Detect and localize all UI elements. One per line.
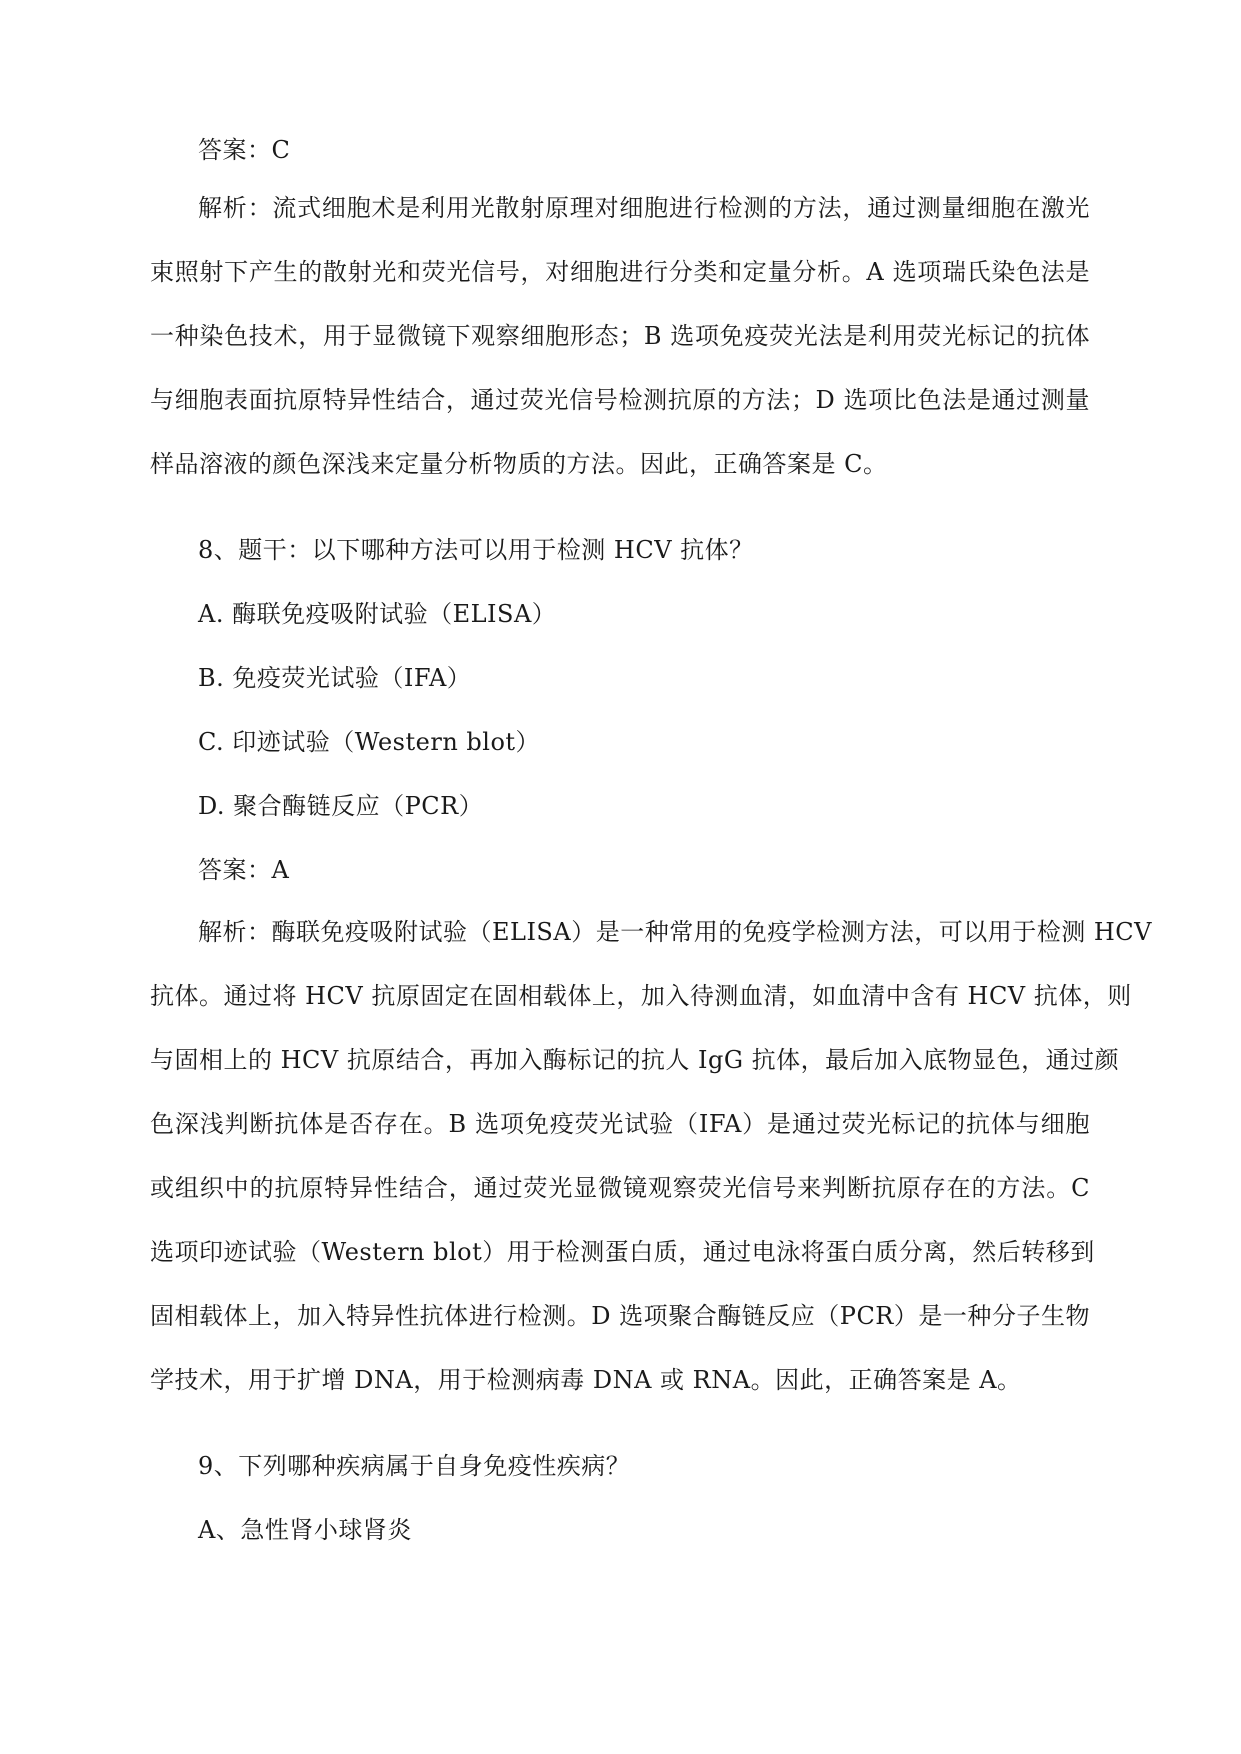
q7-analysis-line: 样品溶液的颜色深浅来定量分析物质的方法。因此，正确答案是 C。 bbox=[150, 450, 888, 478]
option-text: A、急性肾小球肾炎 bbox=[198, 1516, 412, 1544]
q8-option-a bbox=[198, 582, 1090, 646]
q8-analysis-line: 选项印迹试验（Western blot）用于检测蛋白质，通过电泳将蛋白质分离，然后转移到 bbox=[150, 1238, 1095, 1266]
q8-analysis-line: 学技术，用于扩增 DNA，用于检测病毒 DNA 或 RNA。因此，正确答案是 A。 bbox=[150, 1366, 1022, 1394]
q8-analysis-line: 或组织中的抗原特异性结合，通过荧光显微镜观察荧光信号来判断抗原存在的方法。C bbox=[150, 1174, 1090, 1202]
q9-option-a bbox=[198, 1498, 1090, 1562]
q8-stem-text: 8、题干：以下哪种方法可以用于检测 HCV 抗体？ bbox=[198, 536, 754, 564]
q9-stem-text: 9、下列哪种疾病属于自身免疫性疾病？ bbox=[198, 1452, 631, 1480]
q7-analysis-line: 束照射下产生的散射光和荧光信号，对细胞进行分类和定量分析。A 选项瑞氏染色法是 bbox=[150, 258, 1090, 286]
q8-option-d bbox=[198, 774, 1090, 838]
q8-answer bbox=[198, 838, 1090, 902]
option-text: D. 聚合酶链反应（PCR） bbox=[198, 792, 484, 820]
option-text: B. 免疫荧光试验（IFA） bbox=[198, 664, 472, 692]
q7-answer bbox=[198, 118, 1090, 182]
q7-analysis-line: 一种染色技术，用于显微镜下观察细胞形态；B 选项免疫荧光法是利用荧光标记的抗体 bbox=[150, 322, 1090, 350]
option-text: A. 酶联免疫吸附试验（ELISA） bbox=[198, 600, 557, 628]
q8-option-b bbox=[198, 646, 1090, 710]
q8-answer-text: 答案：A bbox=[198, 856, 290, 884]
q8-analysis-line: 与固相上的 HCV 抗原结合，再加入酶标记的抗人 IgG 抗体，最后加入底物显色，通过颜 bbox=[150, 1046, 1120, 1074]
q7-analysis-line: 与细胞表面抗原特异性结合，通过荧光信号检测抗原的方法；D 选项比色法是通过测量 bbox=[150, 386, 1090, 414]
q8-analysis bbox=[150, 900, 1152, 1412]
q7-analysis-line: 解析：流式细胞术是利用光散射原理对细胞进行检测的方法，通过测量细胞在激光 bbox=[198, 194, 1090, 222]
q8-analysis-line: 色深浅判断抗体是否存在。B 选项免疫荧光试验（IFA）是通过荧光标记的抗体与细胞 bbox=[150, 1110, 1090, 1138]
q7-analysis bbox=[150, 176, 1090, 496]
q8-analysis-line: 解析：酶联免疫吸附试验（ELISA）是一种常用的免疫学检测方法，可以用于检测 HCV bbox=[198, 918, 1152, 946]
q9-stem bbox=[198, 1434, 1090, 1498]
q8-option-c bbox=[198, 710, 1090, 774]
q7-answer-text: 答案：C bbox=[198, 136, 291, 164]
q8-stem bbox=[198, 518, 1090, 582]
option-text: C. 印迹试验（Western blot） bbox=[198, 728, 541, 756]
q8-analysis-line: 固相载体上，加入特异性抗体进行检测。D 选项聚合酶链反应（PCR）是一种分子生物 bbox=[150, 1302, 1090, 1330]
q8-analysis-line: 抗体。通过将 HCV 抗原固定在固相载体上，加入待测血清，如血清中含有 HCV 抗体，则 bbox=[150, 982, 1132, 1010]
